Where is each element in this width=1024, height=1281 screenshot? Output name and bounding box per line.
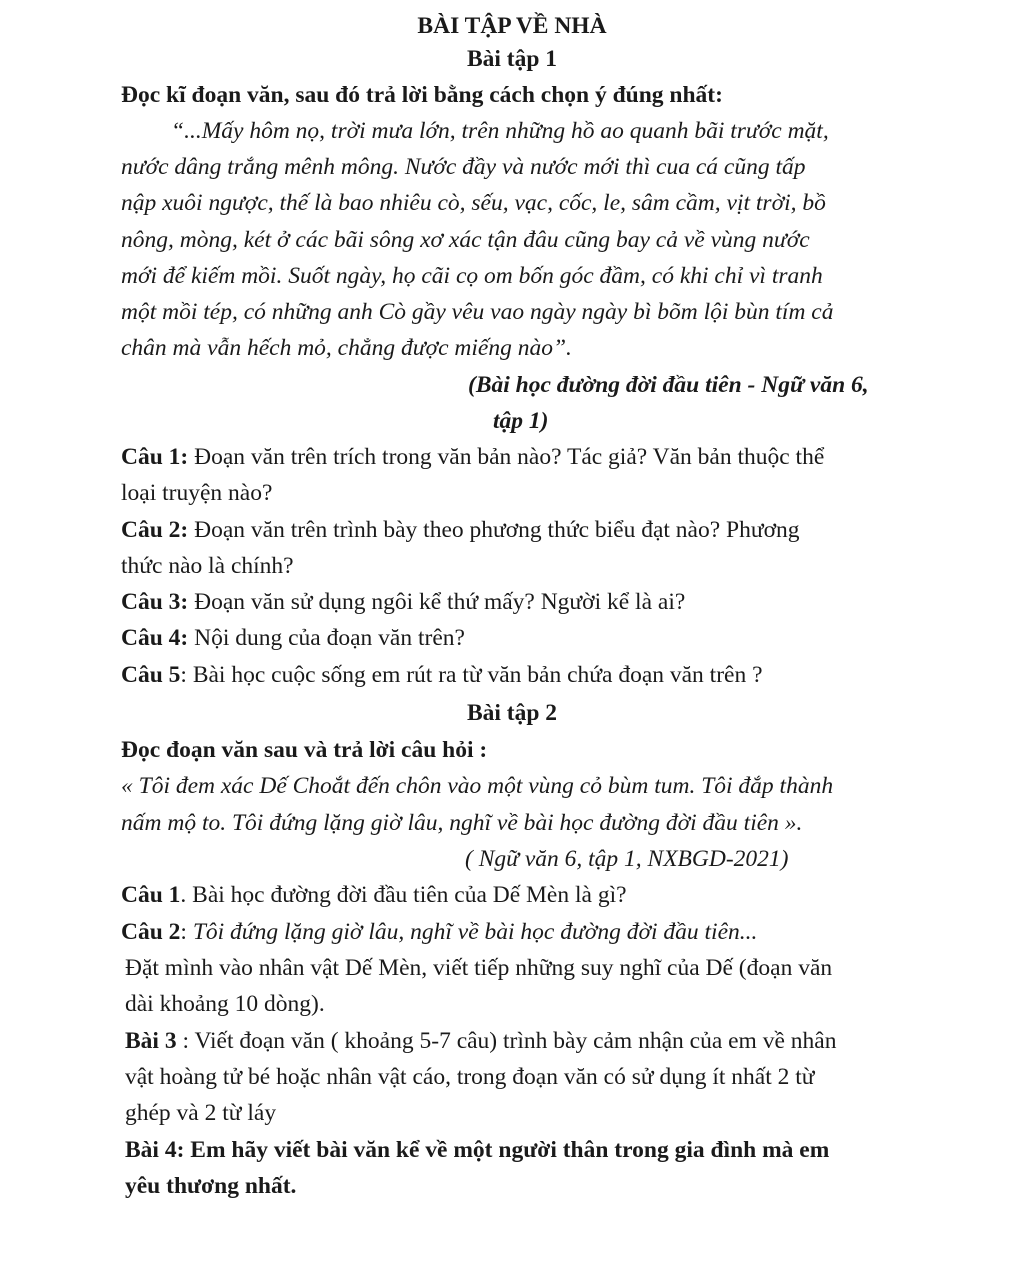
question-label: Câu 1 — [121, 882, 181, 908]
question-1 — [121, 442, 824, 472]
question-4 — [121, 623, 465, 653]
exercise3-cont: vật hoàng tử bé hoặc nhân vật cáo, trong đoạn văn có sử dụng ít nhất 2 từ — [125, 1064, 815, 1090]
exercise1-heading: Bài tập 1 — [466, 46, 558, 72]
question-text: Nội dung của đoạn văn trên? — [188, 625, 465, 651]
question-2 — [121, 515, 800, 545]
question-text: Đoạn văn trên trích trong văn bản nào? Tác giả? Văn bản thuộc thể — [188, 444, 825, 470]
ex2-question-2 — [121, 917, 757, 947]
passage-line: « Tôi đem xác Dế Choắt đến chôn vào một vùng cỏ bùm tum. Tôi đắp thành — [121, 773, 834, 799]
question-colon: : — [180, 919, 193, 945]
source-citation-cont: tập 1) — [493, 408, 549, 434]
question-quote: Tôi đứng lặng giờ lâu, nghĩ về bài học đường đời đầu tiên... — [192, 919, 758, 945]
question-text: Đoạn văn sử dụng ngôi kể thứ mấy? Người kể là ai? — [188, 589, 686, 615]
exercise4: Bài 4: Em hãy viết bài văn kể về một người thân trong gia đình mà em — [125, 1137, 830, 1163]
exercise3 — [125, 1026, 836, 1056]
question-label: Câu 3: — [121, 589, 189, 615]
exercise2-heading: Bài tập 2 — [466, 700, 558, 726]
question-label: Câu 2 — [121, 919, 181, 945]
source-citation: ( Ngữ văn 6, tập 1, NXBGD-2021) — [465, 846, 789, 872]
question-label: Câu 5 — [121, 662, 181, 688]
passage-line: nước dâng trắng mênh mông. Nước đầy và nước mới thì cua cá cũng tấp — [121, 154, 806, 180]
question-text: . Bài học đường đời đầu tiên của Dế Mèn là gì? — [180, 882, 627, 908]
question-label: Câu 4: — [121, 625, 189, 651]
exercise3-cont: ghép và 2 từ láy — [125, 1100, 277, 1126]
exercise2-instruction: Đọc đoạn văn sau và trả lời câu hỏi : — [121, 737, 488, 763]
question-3 — [121, 587, 685, 617]
question-2-cont: thức nào là chính? — [121, 553, 294, 579]
ex2-question-2-cont: dài khoảng 10 dòng). — [125, 991, 325, 1017]
question-text: Đoạn văn trên trình bày theo phương thức biểu đạt nào? Phương — [188, 517, 800, 543]
question-label: Câu 1: — [121, 444, 189, 470]
page-title: BÀI TẬP VỀ NHÀ — [417, 13, 607, 39]
passage-line: mới để kiếm mồi. Suốt ngày, họ cãi cọ om bốn góc đầm, có khi chỉ vì tranh — [121, 263, 823, 289]
question-text: : Bài học cuộc sống em rút ra từ văn bản chứa đoạn văn trên ? — [180, 662, 763, 688]
passage-line: “...Mấy hôm nọ, trời mưa lớn, trên những hồ ao quanh bãi trước mặt, — [171, 118, 829, 144]
passage-line: một mồi tép, có những anh Cò gầy vêu vao ngày ngày bì bõm lội bùn tím cả — [121, 299, 834, 325]
passage-line: nông, mòng, két ở các bãi sông xơ xác tận đâu cũng bay cả về vùng nước — [121, 227, 810, 253]
ex2-question-1 — [121, 880, 627, 910]
question-label: Câu 2: — [121, 517, 189, 543]
passage-line: nấm mộ to. Tôi đứng lặng giờ lâu, nghĩ về bài học đường đời đầu tiên ». — [121, 810, 803, 836]
source-citation: (Bài học đường đời đầu tiên - Ngữ văn 6, — [468, 372, 869, 398]
exercise4-cont: yêu thương nhất. — [125, 1173, 297, 1199]
exercise3-label: Bài 3 — [125, 1028, 177, 1054]
question-1-cont: loại truyện nào? — [121, 480, 273, 506]
exercise1-instruction: Đọc kĩ đoạn văn, sau đó trả lời bằng cách chọn ý đúng nhất: — [121, 82, 723, 108]
exercise3-text: : Viết đoạn văn ( khoảng 5-7 câu) trình bày cảm nhận của em về nhân — [176, 1028, 837, 1054]
ex2-question-2-cont: Đặt mình vào nhân vật Dế Mèn, viết tiếp những suy nghĩ của Dế (đoạn văn — [125, 955, 833, 981]
passage-line: nập xuôi ngược, thế là bao nhiêu cò, sếu, vạc, cốc, le, sâm cầm, vịt trời, bồ — [121, 190, 826, 216]
question-5 — [121, 660, 763, 690]
passage-line: chân mà vẫn hếch mỏ, chẳng được miếng nào”. — [121, 335, 572, 361]
